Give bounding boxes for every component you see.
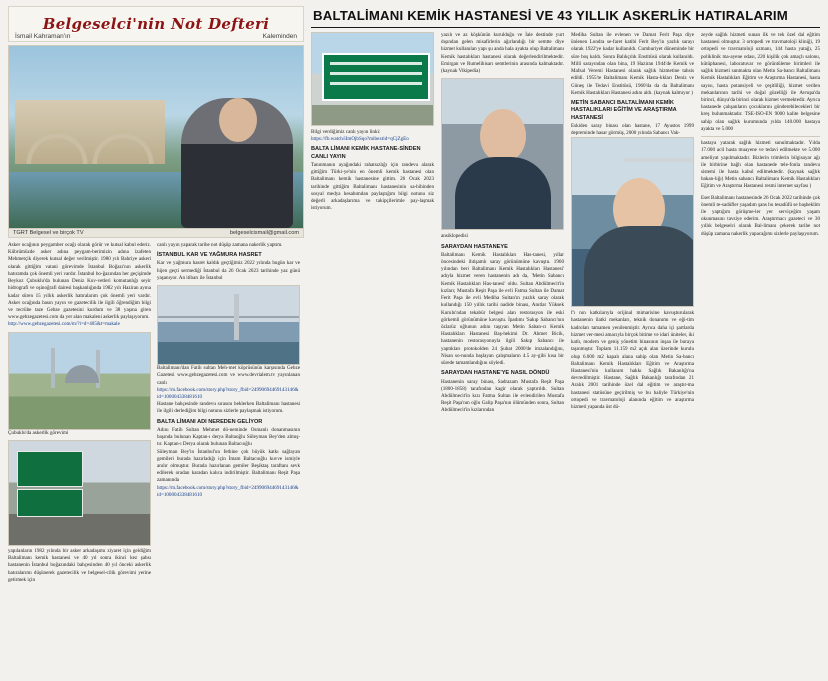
portrait2-body-shape xyxy=(584,226,694,306)
left-col1-link[interactable]: http://www.gebzegazetesi.com/m/?i=d=405&t=makale xyxy=(8,321,120,328)
caption-left: TGRT Belgesel ve birçok TV xyxy=(13,230,84,236)
article-columns xyxy=(311,32,820,675)
bridge-tower-shape xyxy=(234,294,239,340)
minaret-shape xyxy=(51,348,55,388)
col1-heading: BALTA LİMANI KEMİK HASTANE-SİNDEN CANLI YAYIN xyxy=(311,146,421,160)
left-col2-paragraph-2: Kar ve yağmura hasret kaldık geçtiğimiz 2022 yılında bugün kar ve hijen geçti sermediği İstanbul da 26 Ocak 2023 tarihinde yaz günü yaşanıyor. An itibarı ile İstanbul xyxy=(157,260,300,281)
col2-paragraph-1: yazılı ve az köşkünün kurulduğu ve İale destinde yurt dışından gelen misafirlerin ağırlandığı bir semtte diye hizmet kullanılan yapı şu anda hala ayakta olup Baltalimanı Kemik hastalıkları hastanesi olarak değerlendirilmektedir. Emirgan ve Rumelihisarı semtlerinin arasında kalmaktadır. (kaynak Vikipedia) xyxy=(441,32,564,75)
left-col2-paragraph-4: Adını Fatih Sultan Mehmet dö-neminde Osmanlı donanmasının başında bulunan Kaptan-ı derya Baltaoğlu Süleyman Bey'den almış-tır. Kaptan-ı Derya olarak bulunan Baltacıoğlu xyxy=(157,426,300,448)
banner-subtitles xyxy=(15,33,297,40)
left-col2-heading-2: BALTA LİMANI ADI NEREDEN GELİYOR xyxy=(157,418,263,425)
person-head-shape xyxy=(219,98,257,142)
col3-paragraph-1: Mediha Sultan ile evlenen ve Damat Ferit Paşa diye ünlenen Londra se-faret katibi Ferit Bey'in yazlık sarayı olarak 1922'ye kadar kullanıldı. Cumhuriyet döneminde bir süre boş kaldı. Sonra Balıkçılık Enstitüsü olarak kullanıldı. Milli sarayından olan bina, 19 Haziran 1944'de Kemik ve Mafsal Veremi Hastanesi olarak sağlık hizmetine tahsis edildi. 1955'te Baltalimanı Kemik Hasta-lıkları Deniz ve Güneş ile Tedavi Enstitüsü, 1960'da da da Baltalimanı Kemik Hastalıkları Hastanesi adını aldı. (kaynak kalmıyor ) xyxy=(571,32,694,96)
left-columns xyxy=(8,242,304,584)
caption-email: belgeselcismail@gmail.com xyxy=(229,230,299,236)
col4-paragraph-2: hastaya yatarak sağlık hizmeti sunulmaktadır. Yılda 17.000 acil hasta muayene ve tedavi edilmekte ve 5.000 ameliyat yapılmaktadır. Bizlerin trimlerin bilgisayar ağı ile birbirine bağlı olan hastanede tele-fonla randevu sistemi ile hasta kabul edilmektedir. (kaynak sağlık bakan-lığı) Metin sabancı Baltalimanı Kemik Hastalıkları Eğitim ve Araştırma Hastanesi resmi internet sayfası ) xyxy=(701,140,820,190)
bridge-span-shape xyxy=(623,158,693,162)
street-sign-photo xyxy=(8,440,151,546)
left-column-1 xyxy=(8,242,151,584)
left-col2-heading-1: İSTANBUL KAR VE YAĞMURA HASRET xyxy=(157,252,262,259)
col4-paragraph-3: Eset Baltalimanı hastanesinde 26 Ocak 2022 tarihinde çok önemli te-sadüfler yaşadım şans bu tesadüfü se başheklim ile yaptığım görüşme-ler yer serviçeğim yaşam okunmasını tavsiye ederim. Araştırmacı gazeteci ve 30 yıllık belgeselci olarak Bal-limanı çekerek tarihe not düşüp zamana nakerlik yapacağımı sizlerle paylaşıyorum. xyxy=(701,194,820,237)
portrait-photo-1 xyxy=(441,78,564,230)
col1-paragraph: Tanınmanın ayağındaki rahatsızlığı için randevu alarak gittiğim Türki-ye'nin en önemli kemik hastanesi olan Baltalimanı kemik hastanesine gittim. 26 Ocak 2023 tarihinde gittiğim Baltalimanı hastanesinin sa-hibinden sosyal medya hesabımdan paylaştığım bilgi notunu siz değerli arkadaşlarıma ve takipçilerimle pay-laşmak istiyorum. xyxy=(311,161,434,212)
left-col2-paragraph-3: Hastane bahçesinde randevu sırasını beklerken Baltalimanı hastanesi ile ilgili derlediğim bilgi notunu sizlerle paylaşmak istiyorum. xyxy=(157,401,300,415)
col2-paragraph-3: Hastanenin saray binası, Sadrazam Mustafa Reşit Paşa (1800-1858) tarafından kagir olarak yaptırıldı. Sultan Abdülmecit'in kızı Fatma Sultan ile evlendirilen Mustafa Reşit Paşa'nın oğlu Galip Paşa'nın ölümünden sonra, Sultan Abdülmecit'in kızlarından xyxy=(441,378,564,414)
col3-paragraph-3: f'ı nın katkılarıyla orijinal mimarisine kavuşturularak hastanenin ilatki mekanları, teknik donanımı ve eği-tim kadroları tamamen yenilenmiştir. Ayrıca daha içi şartlarda hizmet ver-mesi amacıyla birçok bitime ve idari üniteler, iki katlı, modern ve geniş yönetim binasının inşaa ile buraya taşınmıştır. Toplam 11.159 m2 açık alan üzerinde kurulu olup 6.000 m2 kapalı alana sahip olan Metin Sa-bancı Baltalimanı Kemik Hastalıkları Eğitim ve Araştırma Hastanesi'nin kullanım hakkı Sağlık Bakanlığı'na devredilmiştir. Hastane, Sağlık Bakanlığı tarafından 21 Aralık 2001 tarihinde özel dal eğitim ve araştır-ma hastanesi statüsüne geçirilmiş ve bu haliyle Türkiye'nin ortopedi ve travmatoloji alanında eğitim ve araştırma hizmeti yapanda üst dü- xyxy=(571,310,694,411)
col2-caption: ansiklopedisi xyxy=(441,233,468,240)
left-col1-photo-caption: Çubuklu'da askerlik görevimi xyxy=(8,429,69,436)
column-banner xyxy=(8,6,304,42)
col3-heading: METİN SABANCI BALTALİMANI KEMİK HASTALIKLARI EĞİTİM VE ARAŞTIRMA HASTANESİ xyxy=(571,99,677,121)
left-col2-paragraph: canlı yayın yaparak tarihe not düşüp zamana nakerlik yaptım. xyxy=(157,242,283,248)
banner-title: Belgeselci'nin Not Defteri xyxy=(42,15,270,33)
article-column-3 xyxy=(571,32,694,675)
col4-paragraph-1: zeyde sağlık hizmeti sunan ilk ve tek özel dal eğitim hastanesi olmuştur. 3 ortopedi ve travmatoloji kliniği, 19 ortopedi ve travmatoloji uzmanı, 144 hasta yatağı, 25 poliklinik ma-ayene odası, 220 kişilik çok amaçlı salonu, kütüphanesi, laboratuvar ve görüntüleme birimleri ile sağlık hizmeti sunmakta olan Metin Sa-bancı Baltalimanı Kemik Hastalıkları Eğitim ve Araştırma Hastanesi, hasta sayısı, hasta potansiyeli ve çeşitliliği, hizmet verilen mekanlarının tarihi ve doğal güzelliği ile Avrupa'da birinci, dünya'da birinci olarak hizmet vermektedir. Ayrıca hastanede çalışanların çocuklarını gönderebilecekleri bir kreş bulunmaktadır. TSE-ISO-EN 9000 kalite belgesine sahip olan sağlık kurumunda yılda 140.000 hastaya ayakta ve 5.000 xyxy=(701,32,820,132)
article-column-2 xyxy=(441,32,564,675)
mosque-photo xyxy=(8,332,151,430)
banner-tagline: Kaleminden xyxy=(262,33,297,40)
bridge-shape xyxy=(15,100,165,164)
col2-heading-1: SARAYDAN HASTANEYE xyxy=(441,243,508,250)
left-col1-paragraph-2: yapılanların 1982 yılında bir asker arkadaşımı ziyaret için geldiğim Baltalimanı kemik hastanesi ve 40 yıl sonra ikinci kez şahsı hastanenin İstanbul boğazındaki bahçesinden 40 yıl önceki askerlik hatıralarımı düşünerek gazetecilik ve belgesel-cilik görevimi yerine getirmek için xyxy=(8,547,151,583)
left-column-2 xyxy=(157,242,300,584)
col3-paragraph-2: Eskiden saray binası olan hastane, 17 Ayustos 1999 depreminde hasar görmüş, 2000 yılında Sabancı Vak- xyxy=(571,122,694,136)
page-title: BALTALİMANI KEMİK HASTANESİ VE 43 YILLIK ASKERLİK HATIRALARIM xyxy=(311,6,820,28)
left-col2-paragraph-5: Süleyman Bey'in İstanbul'un fethine çok büyük katkı sağlayan gemileri burada hazırladığı için İmam Baltacıoğlu kuvve ismiyle anılır olmuştur. Burada hazırlanan gemiler Beşiktaş taraftanı sevk edilerek oradan karadan kalıca indirilmiştir. Baltalimanı Reşit Paşa zamanında xyxy=(157,448,300,484)
col1-link[interactable]: https://fb.watch/iImOjbSqo?mibextid=qCjZgEo xyxy=(311,136,409,143)
bridge-deck-shape xyxy=(158,316,299,318)
banner-author: İsmail Kahraman'ın xyxy=(15,33,71,40)
article-column-4 xyxy=(701,32,820,675)
lead-photo xyxy=(8,45,304,229)
portrait-photo-2 xyxy=(571,137,694,307)
left-col2-link[interactable]: https://m.facebook.com/story.php?story_fbid=24990694469143146&id=100004338481610 xyxy=(157,386,299,401)
lead-photo-caption xyxy=(8,229,304,238)
col2-heading-2: SARAYDAN HASTANE'YE NASIL DÖNDÜ xyxy=(441,370,550,377)
right-section xyxy=(311,6,820,675)
hospital-entrance-photo xyxy=(311,32,434,126)
green-road-sign-2 xyxy=(17,489,83,517)
article-column-1 xyxy=(311,32,434,675)
left-col1-paragraph: Asker ocağının peygamber ocağı olarak görür ve kutsal kabul ederiz. Kübrümüzde asker adına peygam-berimizin adına izafeten Mehmetçik diyerek kutsal değer verilmiştir. 1980 yılı Bahriye askeri olarak gittiğim vatani görevimde İstanbul Boğazı'nın askerlik hatıramda çok önemli yeri vardır. İstanbul bo-ğazından her geçişimde Beykoz Çubuklu'da bulunan Deniz Kuv-vetleri komutanlığı seyir hidrografi ve oşinoğrafi dairesi başkanlığında 1982 yılı Haziran ayına kadar süren 15 yıllık askerlik hatıralarım çok önemli yeri vardır. Asker ocağında basın yayın ve gazetecilik ile ilgili öğrendiğim bilgi ve tecrübe taze Gebze gazetesini kurdum ve 38 yaşına giren www.gebzegazetesi.com da yer alan makaleni askerlik paylaşıyorum. xyxy=(8,242,151,321)
left-section xyxy=(8,6,304,675)
column-divider xyxy=(701,136,820,137)
hospital-sign-board xyxy=(322,53,430,101)
bosphorus-bridge-photo xyxy=(157,285,300,365)
portrait-head-shape xyxy=(480,109,526,163)
dome-shape xyxy=(65,365,99,383)
green-road-sign xyxy=(17,451,83,487)
portrait-body-shape xyxy=(455,157,551,229)
left-col2-photo-caption: Baltalimanı'dan Fatih sultan Meh-met köprüsünün karşısında Gebze Gazetesi www.gebzegazetesi.com ve www.devrialem.tv yayınlanan canlı xyxy=(157,365,300,386)
left-col2-link-2[interactable]: https://m.facebook.com/story.php?story_fbid=24990694469143146&id=100004338481610 xyxy=(157,484,299,498)
col1-intro: Bilgi verdiğimiz canlı yayın linki: xyxy=(311,129,381,135)
col2-paragraph-2: Baltalimanı Kemik Hastalıkları Has-tanesi, yıllar öncesindeki ihtişamlı saray görünümüne kavuştu. 1960 yılından beri Baltalimanı Kemik Hastalıkları Hastanesi' adıyla hizmet veren hastanenin adı da, 'Metin Sabancı Kemik Hastalıkları Has-tanesi' oldu. Sultan Abdülmecit'in kızları; Mustafa Reşit Paşa ile evli Fatma Sultan ile Damat Ferit Paşa ile evli Mediha Sultan'ın yazlık saray olarak kullandığı 150 yıllık tarihi nadide binası, Anıtlar Yüksek Kurulu'ndan tekabür belgesi alan restorasyon ile eski görkemli görünümüne kavuştu. İpadımı 'Sakıp Sabancı'nın özlarüz oğlunun adını taşıyan Metin Saban-cı Kemik Hastalıkları Hastanesi Baş-hekimi Dr. Ahmet Bicik, hastanenin restorasyonuyla ilgili Sakıp Sabancı ile yaptıkları protokolden 24 Şubat 2000'de imzalandığını, Nisan so-nunda başlayan çalışmaların 4.5 ay-gibi kısa bir sürede tamamlandığını söyledi. xyxy=(441,251,564,367)
